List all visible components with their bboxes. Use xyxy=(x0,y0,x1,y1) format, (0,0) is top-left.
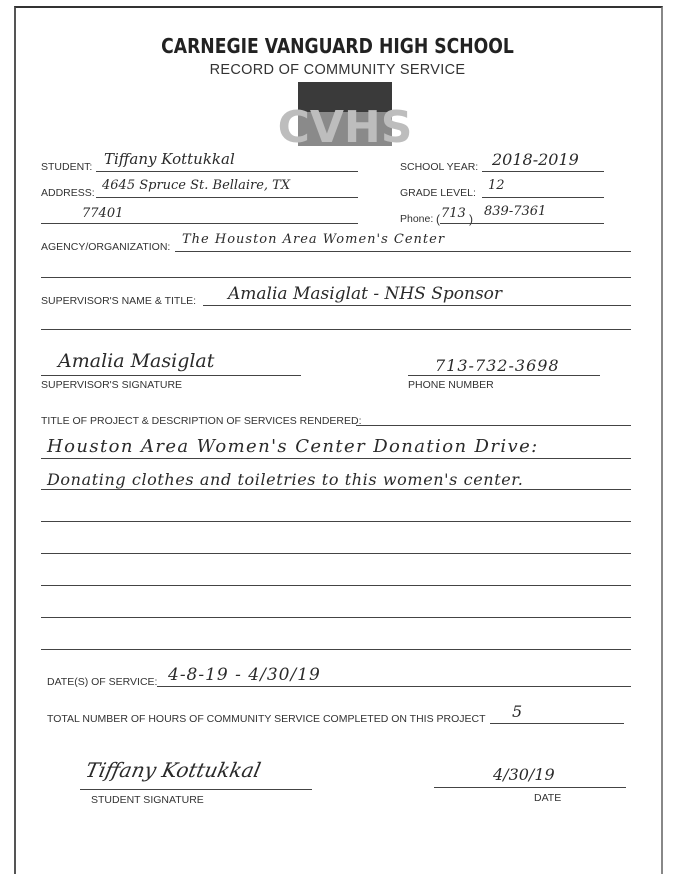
student-name: Tiffany Kottukkal xyxy=(104,150,235,168)
dates-label: DATE(S) OF SERVICE: xyxy=(47,676,158,688)
student-signature-label: STUDENT SIGNATURE xyxy=(91,794,204,806)
school-year-value: 2018-2019 xyxy=(492,150,579,169)
school-title: CARNEGIE VANGUARD HIGH SCHOOL xyxy=(161,34,514,58)
project-line-2: Donating clothes and toiletries to this women's center. xyxy=(47,470,524,489)
agency-label: AGENCY/ORGANIZATION: xyxy=(41,241,171,253)
form-title: RECORD OF COMMUNITY SERVICE xyxy=(209,62,466,78)
hours-value: 5 xyxy=(512,702,523,721)
address-line1: 4645 Spruce St. Bellaire, TX xyxy=(102,178,291,193)
date-label: DATE xyxy=(534,792,562,804)
phone-number-label: PHONE NUMBER xyxy=(408,379,494,391)
logo-monogram: CVHS xyxy=(277,102,413,153)
project-line-1: Houston Area Women's Center Donation Drive: xyxy=(47,436,539,457)
school-logo xyxy=(277,82,413,153)
address-line2: 77401 xyxy=(82,206,124,221)
phone-area-code: 713 xyxy=(441,206,466,221)
grade-level-value: 12 xyxy=(488,178,505,193)
student-label: STUDENT: xyxy=(41,161,93,173)
school-year-label: SCHOOL YEAR: xyxy=(400,161,479,173)
phone-label: Phone: xyxy=(400,213,434,225)
phone-number-value: 839-7361 xyxy=(484,204,547,219)
supervisor-signature-label: SUPERVISOR'S SIGNATURE xyxy=(41,379,183,391)
dates-value: 4-8-19 - 4/30/19 xyxy=(168,665,321,685)
supervisor-signature: Amalia Masiglat xyxy=(58,350,215,372)
agency-value: The Houston Area Women's Center xyxy=(182,232,446,247)
address-label: ADDRESS: xyxy=(41,187,95,199)
student-signature: Tiffany Kottukkal xyxy=(83,758,263,782)
supervisor-label: SUPERVISOR'S NAME & TITLE: xyxy=(41,295,197,307)
hours-label: TOTAL NUMBER OF HOURS OF COMMUNITY SERVICE COMPLETED ON THIS PROJECT xyxy=(47,713,486,725)
supervisor-value: Amalia Masiglat - NHS Sponsor xyxy=(228,284,503,304)
date-value: 4/30/19 xyxy=(493,765,555,784)
project-label: TITLE OF PROJECT & DESCRIPTION OF SERVICES RENDERED: xyxy=(41,415,362,427)
supervisor-phone: 713-732-3698 xyxy=(435,356,560,375)
grade-level-label: GRADE LEVEL: xyxy=(400,187,476,199)
